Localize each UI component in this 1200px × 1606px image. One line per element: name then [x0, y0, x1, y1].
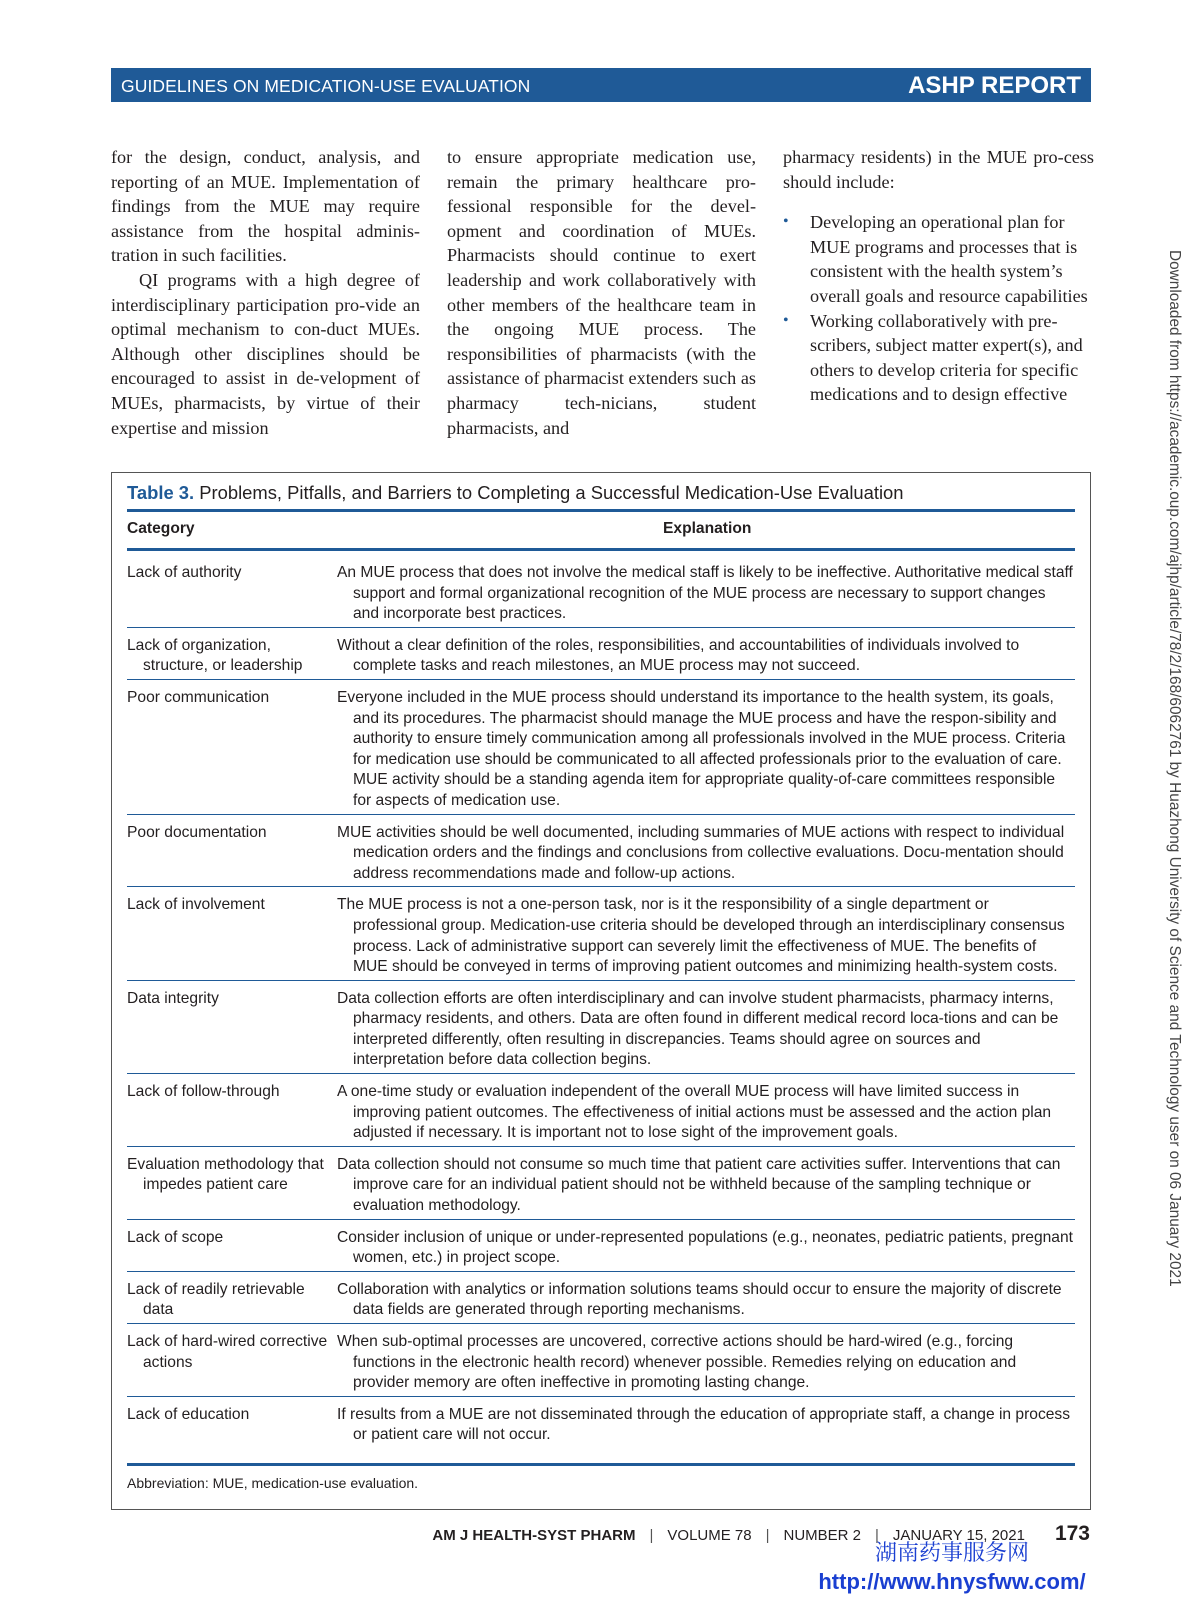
table-top-rule	[127, 509, 1075, 512]
table-row	[127, 555, 1075, 628]
body-column-1	[111, 145, 420, 440]
journal-volume: VOLUME 78	[667, 1527, 752, 1544]
site-watermark-url[interactable]: http://www.hnysfww.com/	[818, 1569, 1086, 1594]
table-row	[127, 815, 1075, 888]
category-cell: Lack of scope	[127, 1228, 224, 1246]
site-watermark	[802, 1540, 1102, 1596]
explanation-cell: Data collection efforts are often interdisciplinary and can involve student pharmacists, pharmacy interns, pharmacy residents, and others. Data are often found in different medical record loca-tions and can be interpreted differently, often resulting in discrepancies. Teams should agree on sources and interpretation before data collection begins.	[337, 989, 1059, 1069]
category-cell: Lack of authority	[127, 564, 242, 581]
category-cell: Lack of readily retrievable data	[127, 1280, 305, 1319]
bullet-icon	[783, 309, 789, 334]
running-header	[111, 68, 1091, 102]
table-title	[127, 483, 904, 504]
body-paragraph: QI programs with a high degree of interdisciplinary participation pro-vide an optimal mechanism to con-duct MUEs. Although other disciplines should be encouraged to assist in de-velopment of MUEs, pharmacists, by virtue of their expertise and mission	[111, 269, 420, 438]
table-bottom-rule	[127, 1463, 1075, 1466]
running-header-title: GUIDELINES ON MEDICATION-USE EVALUATION	[121, 76, 531, 96]
download-note-text: Downloaded from https://academic.oup.com/ajhp/article/78/2/168/6062761 by Huazhong University of Science and Technology user on 06 January 2021	[1166, 250, 1183, 1287]
journal-name: AM J HEALTH-SYST PHARM	[432, 1527, 636, 1544]
table-footnote: Abbreviation: MUE, medication-use evaluation.	[127, 1475, 419, 1491]
category-cell: Lack of education	[127, 1405, 250, 1423]
category-cell: Evaluation methodology that impedes patient care	[127, 1155, 324, 1194]
category-cell: Poor communication	[127, 688, 270, 706]
category-cell: Lack of organization, structure, or leadership	[127, 636, 303, 675]
column-header-explanation: Explanation	[663, 520, 752, 537]
footer-separator: |	[649, 1527, 654, 1544]
body-column-3	[783, 145, 1094, 407]
explanation-cell: An MUE process that does not involve the medical staff is likely to be ineffective. Authoritative medical staff support and formal organizational recognition of the MUE process are necessary to support changes and incorporate best practices.	[337, 564, 1073, 623]
body-paragraph: for the design, conduct, analysis, and reporting of an MUE. Implementation of findings from the MUE may require assistance from the hospital adminis-tration in such facilities.	[111, 147, 420, 266]
explanation-cell: Data collection should not consume so much time that patient care activities suffer. Interventions that can improve care for an individual patient should not be withheld because of the sampling technique or evaluation methodology.	[337, 1155, 1061, 1215]
category-cell: Lack of involvement	[127, 896, 265, 914]
column-header-category: Category	[127, 520, 195, 537]
table-row	[127, 1147, 1075, 1220]
table-row	[127, 981, 1075, 1074]
category-cell: Data integrity	[127, 989, 219, 1007]
explanation-cell: A one-time study or evaluation independent of the overall MUE process will have limited success in improving patient outcomes. The effectiveness of initial actions must be assessed and the action plan adjusted if necessary. It is important not to lose sight of the improvement goals.	[337, 1083, 1052, 1142]
table-header-row	[127, 519, 1075, 543]
table-row	[127, 1074, 1075, 1147]
explanation-cell: MUE activities should be well documented, including summaries of MUE actions with respect to individual medication orders and the findings and conclusions from collective evaluations. Docu-mentation should address recommendations made and follow-up actions.	[337, 823, 1065, 882]
explanation-cell: If results from a MUE are not disseminated through the education of appropriate staff, a change in process or patient care will not occur.	[337, 1405, 1071, 1444]
bullet-icon	[783, 210, 789, 235]
category-cell: Poor documentation	[127, 823, 267, 841]
table-caption: Problems, Pitfalls, and Barriers to Completing a Successful Medication-Use Evaluation	[199, 482, 904, 503]
site-watermark-name: 湖南药事服务网	[874, 1541, 1029, 1566]
footer-separator: |	[875, 1527, 879, 1544]
explanation-cell: Collaboration with analytics or information solutions teams should occur to ensure the majority of discrete data fields are generated through reporting mechanisms.	[337, 1280, 1062, 1319]
table-number: Table 3.	[127, 482, 195, 503]
explanation-cell: Without a clear definition of the roles, responsibilities, and accountabilities of individuals involved to complete tasks and reach milestones, an MUE process may not succeed.	[337, 636, 1020, 675]
table-row	[127, 1272, 1075, 1324]
table-header-rule	[127, 548, 1075, 551]
report-type-label: ASHP REPORT	[908, 72, 1081, 99]
table-row	[127, 680, 1075, 815]
category-cell: Lack of hard-wired corrective actions	[127, 1333, 328, 1371]
list-item	[783, 210, 1094, 308]
responsibility-list	[783, 210, 1094, 407]
table-row	[127, 628, 1075, 680]
footer-separator: |	[765, 1527, 770, 1544]
explanation-cell: Consider inclusion of unique or under-represented populations (e.g., neonates, pediatric patients, pregnant women, etc.) in project scope.	[337, 1228, 1073, 1267]
page-number: 173	[1054, 1522, 1090, 1545]
table-3	[111, 472, 1091, 1510]
download-note	[1163, 250, 1191, 1350]
publication-date: JANUARY 15, 2021	[892, 1527, 1025, 1544]
table-row	[127, 1220, 1075, 1272]
body-paragraph: to ensure appropriate medication use, remain the primary healthcare pro-fessional responsible for the devel-opment and coordination of MUEs. Pharmacists should continue to exert leadership and work collaboratively with other members of the healthcare team in the ongoing MUE process. The responsibilities of pharmacists (with the assistance of pharmacist extenders such as pharmacy tech-nicians, student pharmacists, and	[447, 147, 756, 438]
table-row	[127, 1397, 1075, 1448]
table-row	[127, 1324, 1075, 1397]
journal-issue: NUMBER 2	[783, 1527, 862, 1544]
explanation-cell: The MUE process is not a one-person task, nor is it the responsibility of a single department or professional group. Medication-use criteria should be developed through an interdisciplinary consensus process. Lack of administrative support can severely limit the effectiveness of MUE. The benefits of MUE should be conveyed in terms of improving patient outcomes and minimizing health-system costs.	[337, 896, 1065, 976]
body-paragraph: pharmacy residents) in the MUE pro-cess should include:	[783, 147, 1094, 192]
explanation-cell: When sub-optimal processes are uncovered, corrective actions should be hard-wired (e.g., forcing functions in the electronic health record) whenever possible. Remedies relying on education and provider memory are often ineffective in promoting lasting change.	[337, 1333, 1017, 1392]
category-cell: Lack of follow-through	[127, 1083, 280, 1101]
body-column-2	[447, 145, 756, 440]
table-body	[127, 555, 1075, 1448]
list-item-text: Working collaboratively with pre-scribers, subject matter expert(s), and others to develop criteria for specific medications and to design effective	[810, 310, 1083, 405]
table-row	[127, 887, 1075, 980]
list-item-text: Developing an operational plan for MUE programs and processes that is consistent with the health system’s overall goals and resource capabilities	[810, 212, 1088, 306]
list-item	[783, 309, 1094, 407]
explanation-cell: Everyone included in the MUE process should understand its importance to the health system, its goals, and its procedures. The pharmacist should manage the MUE process and have the respon-sibility and authority to ensure timely communication among all professionals involved in the MUE process. Criteria for medication use should be communicated to all affected professionals prior to the evaluation of care. MUE activity should be a standing agenda item for appropriate quality-of-care committees responsible for aspects of medication use.	[337, 688, 1066, 809]
